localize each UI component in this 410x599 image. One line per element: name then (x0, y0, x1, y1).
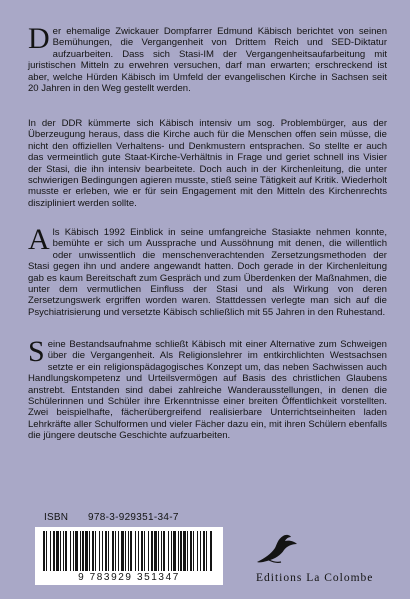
barcode-bar (180, 531, 182, 571)
barcode-bar (80, 531, 81, 571)
blurb-paragraph-2 (28, 118, 387, 209)
barcode-bar (168, 531, 169, 571)
barcode-bar (154, 531, 157, 571)
barcode-bar (148, 531, 149, 571)
barcode-bar (70, 531, 71, 571)
barcode-bar (63, 531, 64, 571)
barcode-bar (206, 531, 207, 571)
barcode-bar (173, 531, 176, 571)
barcode-bar (135, 531, 136, 571)
barcode-bar (187, 531, 188, 571)
publisher-name: Editions La Colombe (256, 572, 374, 584)
dove-icon (255, 532, 299, 568)
barcode-bar (85, 531, 88, 571)
barcode-bar (203, 531, 205, 571)
barcode-bar (53, 531, 55, 571)
barcode-bar (92, 531, 94, 571)
barcode-bar (200, 531, 201, 571)
barcode-bar (121, 531, 124, 571)
barcode-bar (178, 531, 179, 571)
barcode-bar (183, 531, 186, 571)
barcode-bar (43, 531, 45, 571)
barcode-bar (108, 531, 109, 571)
drop-cap: D (28, 22, 50, 55)
barcode-bar (197, 531, 198, 571)
paragraph-text: er ehemalige Zwickauer Dompfarrer Edmund Käbisch berichtet von seinen Bemühungen, die Vergangenheit von Drittem Reich und SED-Diktatur aufzuarbeiten. Dass sich Stasi-IM der Vergangenheitsaufarbeitung mit juristischen Mitteln zu erwehren versuchen, darf man erwarten; erschreckend ist aber, welche Hürden Käbisch im Umfeld der evangelischen Kirche in Sachsen seit 20 Jahren in den Weg gestellt werden. (28, 26, 387, 95)
barcode-bar (130, 531, 132, 571)
barcode-bar (89, 531, 90, 571)
paragraph-text: In der DDR kümmerte sich Käbisch intensiv um sog. Problembürger, aus der Überzeugung heraus, dass die Kirche auch für die Menschen offen sein müsse, die nicht den offiziellen Verhaltens- und Denkmustern entsprachen. So stellte er auch das vermeintlich gute Staat-Kirche-Verhältnis in Frage und geriet schnell ins Visier der Stasi, die ihn intensiv bearbeitete. Doch auch in der Kirchenleitung, die unter schwierigen Bedingungen agieren musste, stieß seine Tätigkeit auf Kritik. Wiederholt musste er erleben, wie er für sein Engagement mit den Mitteln des Kirchenrechts diszipliniert werden sollte. (28, 118, 387, 209)
barcode-bar (171, 531, 172, 571)
barcode-bar (95, 531, 96, 571)
blurb-paragraph-1 (28, 22, 387, 95)
barcode (35, 527, 223, 585)
barcode-bar (161, 531, 162, 571)
barcode-bar (158, 531, 159, 571)
barcode-bar (163, 531, 165, 571)
barcode-bar (125, 531, 126, 571)
barcode-bar (46, 531, 47, 571)
barcode-bar (115, 531, 116, 571)
isbn-label: ISBN (44, 512, 69, 523)
barcode-bar (50, 531, 51, 571)
drop-cap: A (28, 223, 50, 256)
barcode-bar (144, 531, 145, 571)
barcode-bar (112, 531, 114, 571)
barcode-bar (60, 531, 61, 571)
barcode-bar (138, 531, 139, 571)
barcode-digits: 9 783929 351347 (78, 572, 180, 583)
barcode-bar (193, 531, 194, 571)
barcode-bar (56, 531, 59, 571)
blurb-paragraph-3 (28, 223, 387, 318)
barcode-bar (75, 531, 78, 571)
barcode-bar (210, 531, 212, 571)
barcode-bar (118, 531, 119, 571)
blurb-paragraph-4 (28, 335, 387, 442)
barcode-bar (73, 531, 74, 571)
barcode-bar (105, 531, 107, 571)
barcode-bar (128, 531, 129, 571)
paragraph-text: ls Käbisch 1992 Einblick in seine umfangreiche Stasiakte nehmen konnte, bemühte er sich um Aussprache und Aussöhnung mit denen, die willentlich oder unwissentlich die menschenverachtenden Zersetzungsmethoden der Stasi gegen ihn und andere angewandt hatten. Doch gerade in der Kirchenleitung gab es kaum Bereitschaft zum Gespräch und zum Überdenken der Maßnahmen, die unter dem vermutlichen Einfluss der Stasi und als Wirkung von deren Zersetzungswerk ergriffen worden waren. Stattdessen verlegte man sich auf die Psychiatrisierung und versetzte Käbisch schließlich mit 55 Jahren in den Ruhestand. (28, 227, 387, 318)
barcode-bar (99, 531, 100, 571)
barcode-bar (65, 531, 67, 571)
barcode-bar (102, 531, 103, 571)
barcode-bars-icon (43, 531, 215, 571)
drop-cap: S (28, 335, 45, 368)
paragraph-text: eine Bestandsaufnahme schließt Käbisch mit einer Alternative zum Schweigen über die Vergangenheit. Als Religionslehrer im entkirchlichten Westsachsen setzte er ein religionspädagogisches Konzept um, das neben Sachwissen auch Handlungskompetenz und Urteilsvermögen auf Basis des christlichen Glaubens anstrebt. Entstanden sind dabei zahlreiche Wanderausstellungen, in denen die Schülerinnen und Schüler ihre Erkenntnisse einer breiten Öffentlichkeit vorstellten. Zwei beispielhafte, fächerübergreifend realisierbare Unterrichtseinheiten laden Lehrkräfte aller Schulformen und vieler Fächer dazu ein, mit ihren Schülern ebenfalls die jüngere deutsche Geschichte aufzuarbeiten. (28, 339, 387, 442)
barcode-bar (151, 531, 153, 571)
barcode-bar (82, 531, 84, 571)
barcode-bar (190, 531, 192, 571)
barcode-bar (141, 531, 143, 571)
isbn-number: 978-3-929351-34-7 (88, 512, 179, 523)
